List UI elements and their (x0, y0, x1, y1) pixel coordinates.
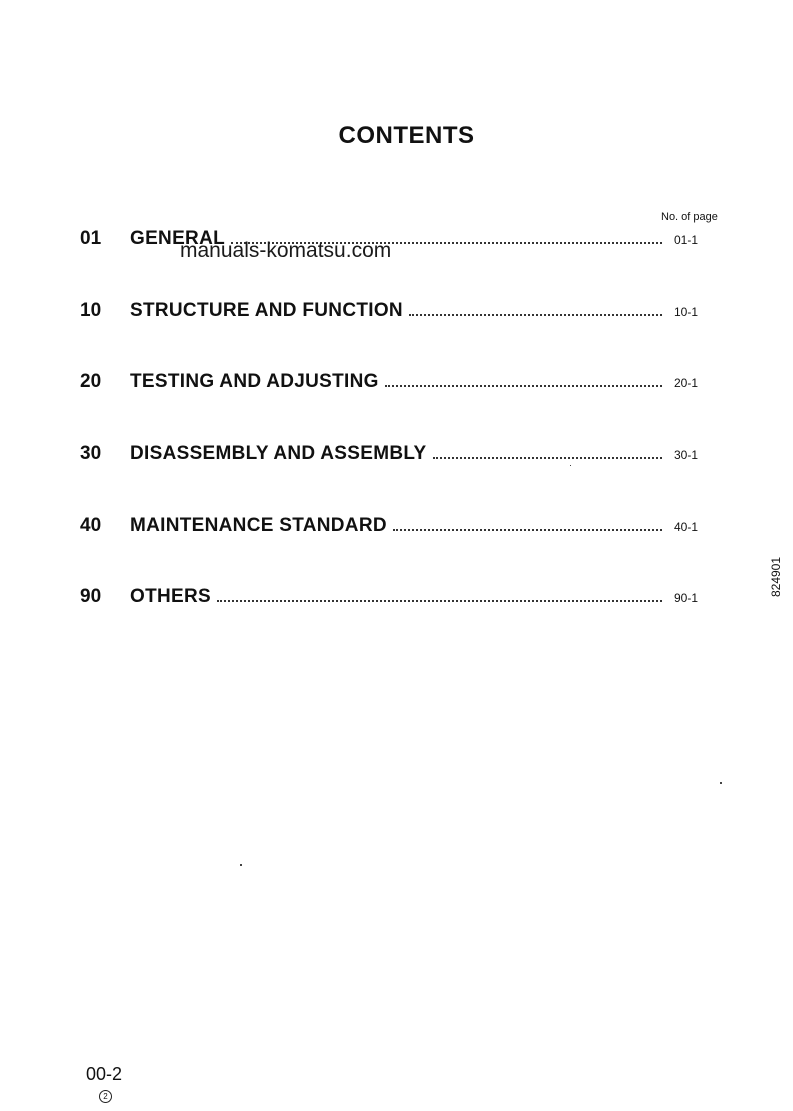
toc-entry-page: 10-1 (674, 305, 699, 319)
toc-entry-page: 90-1 (674, 591, 699, 605)
toc-entry-number: 30 (80, 443, 102, 464)
toc-entry-title[interactable]: TESTING AND ADJUSTING (130, 371, 383, 393)
leader-dots (393, 529, 662, 531)
toc-entry-page: 40-1 (674, 520, 699, 534)
toc-entry-structure-and-function[interactable] (80, 300, 710, 330)
toc-entry-number: 20 (80, 371, 102, 392)
revision-mark: 2 (99, 1090, 112, 1103)
toc-entry-title[interactable]: STRUCTURE AND FUNCTION (130, 300, 407, 322)
toc-entry-number: 01 (80, 228, 102, 249)
footer-page-number: 00-2 (86, 1064, 123, 1084)
column-header-page-number: No. of page (661, 211, 718, 223)
toc-entry-disassembly-and-assembly[interactable] (80, 443, 710, 473)
toc-entry-number: 40 (80, 515, 102, 536)
toc-entry-page: 01-1 (674, 233, 699, 247)
scan-speck (570, 465, 571, 466)
toc-entry-maintenance-standard[interactable] (80, 515, 710, 545)
toc-entry-testing-and-adjusting[interactable] (80, 371, 710, 401)
document-code: 824901 (769, 556, 784, 598)
toc-entry-number: 10 (80, 300, 102, 321)
leader-dots (433, 457, 662, 459)
toc-entry-title[interactable]: MAINTENANCE STANDARD (130, 515, 391, 537)
scan-speck (720, 782, 722, 784)
toc-entry-number: 90 (80, 586, 102, 607)
leader-dots (385, 385, 662, 387)
toc-entry-title[interactable]: GENERAL (130, 228, 229, 250)
leader-dots (217, 600, 662, 602)
toc-entry-others[interactable] (80, 586, 710, 616)
leader-dots (409, 314, 662, 316)
toc-entry-page: 30-1 (674, 448, 699, 462)
watermark-text: manuals-komatsu.com (180, 239, 392, 262)
toc-entry-title[interactable]: OTHERS (130, 586, 215, 608)
toc-entry-general[interactable] (80, 228, 710, 258)
toc-entry-title[interactable]: DISASSEMBLY AND ASSEMBLY (130, 443, 431, 465)
toc-entry-page: 20-1 (674, 376, 699, 390)
scan-speck (240, 864, 242, 866)
page-title: CONTENTS (338, 122, 475, 149)
